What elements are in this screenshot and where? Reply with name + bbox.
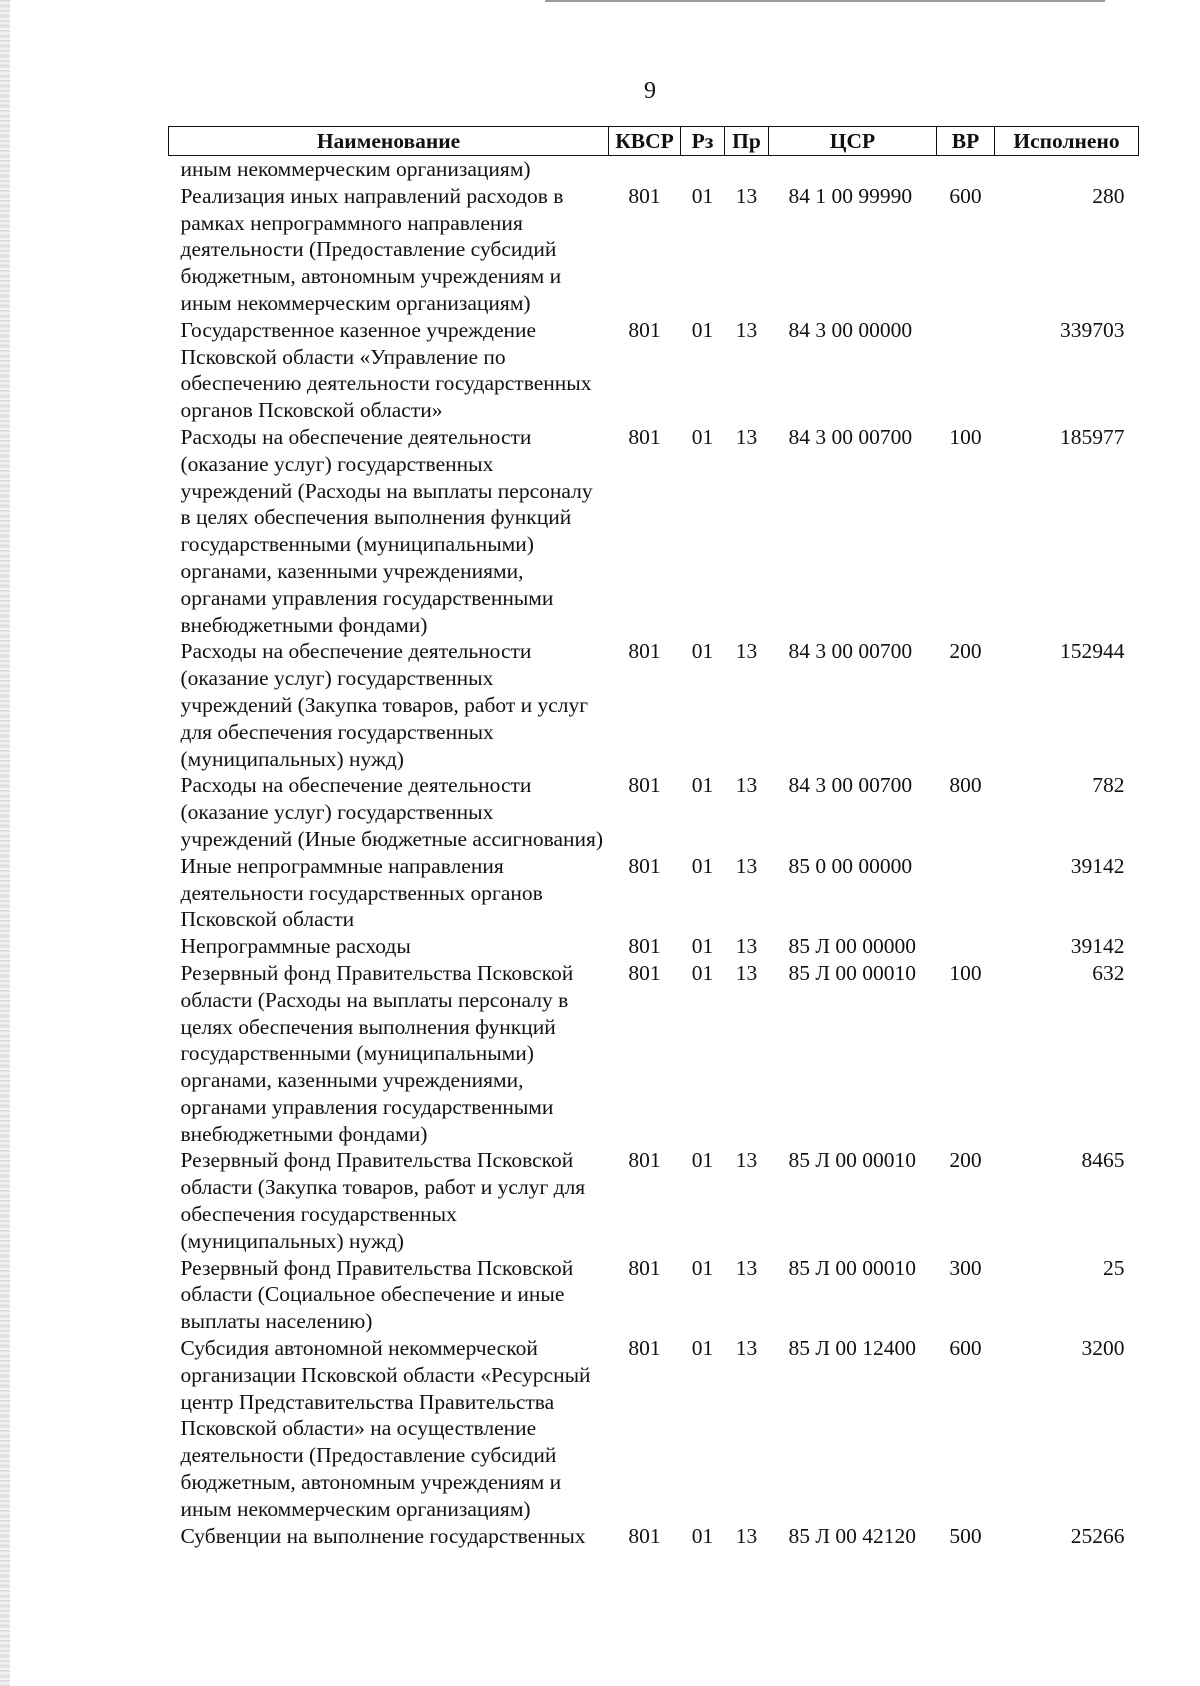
budget-table — [168, 126, 1139, 1549]
row-csr: 85 Л 00 00010 — [788, 960, 916, 985]
row-csr: 85 Л 00 00010 — [788, 1148, 916, 1173]
row-vr: 600 — [949, 183, 982, 208]
row-pr: 13 — [735, 317, 758, 342]
row-csr: 85 Л 00 42120 — [788, 1523, 916, 1548]
row-pr: 13 — [735, 1148, 758, 1173]
row-pr: 13 — [735, 639, 758, 664]
row-rz: 01 — [691, 960, 714, 985]
table-row — [169, 1523, 1139, 1550]
page-number: 9 — [644, 78, 656, 104]
table-row — [169, 424, 1139, 638]
row-ispolneno: 280 — [1092, 183, 1125, 208]
row-vr: 200 — [949, 639, 982, 664]
row-name: Непрограммные расходы — [180, 934, 411, 959]
row-csr: 84 3 00 00700 — [788, 639, 913, 664]
table-row — [169, 1335, 1139, 1523]
row-rz: 01 — [691, 1255, 714, 1280]
row-name: Реализация иных направлений расходов в рамках непрограммного направления деятельности (Предоставление субсидий бюджетным, автономным учреждениям и иным некоммерческим организациям) — [180, 183, 564, 315]
row-kvsr: 801 — [628, 1523, 661, 1548]
table-row — [169, 156, 1139, 183]
row-ispolneno: 39142 — [1070, 853, 1125, 878]
row-ispolneno: 39142 — [1070, 934, 1125, 959]
header-csr: ЦСР — [769, 127, 937, 156]
row-ispolneno: 3200 — [1081, 1336, 1125, 1361]
row-kvsr: 801 — [628, 639, 661, 664]
row-name: Субсидия автономной некоммерческой организации Псковской области «Ресурсный центр Представительства Правительства Псковской области» на осуществление деятельности (Предоставление субсидий бюджетным, автономным учреждениям и иным некоммерческим организациям) — [180, 1336, 591, 1521]
row-name: Расходы на обеспечение деятельности (оказание услуг) государственных учреждений (Иные бюджетные ассигнования) — [180, 773, 604, 851]
row-kvsr: 801 — [628, 934, 661, 959]
row-pr: 13 — [735, 183, 758, 208]
row-vr: 300 — [949, 1255, 982, 1280]
row-vr — [937, 317, 995, 424]
row-rz: 01 — [691, 773, 714, 798]
scan-edge-top — [545, 0, 1105, 2]
table-row — [169, 317, 1139, 424]
row-csr: 85 Л 00 12400 — [788, 1336, 916, 1361]
header-kvsr: КВСР — [609, 127, 681, 156]
table-row — [169, 853, 1139, 933]
row-kvsr: 801 — [628, 183, 661, 208]
row-name: Субвенции на выполнение государственных — [180, 1523, 586, 1548]
header-rz: Рз — [681, 127, 725, 156]
row-pr: 13 — [735, 773, 758, 798]
table-row — [169, 933, 1139, 960]
row-csr: 85 0 00 00000 — [788, 853, 913, 878]
table-row — [169, 1147, 1139, 1254]
row-rz: 01 — [691, 639, 714, 664]
row-csr: 84 1 00 99990 — [788, 183, 913, 208]
row-ispolneno: 25 — [1103, 1255, 1125, 1280]
row-name: Расходы на обеспечение деятельности (оказание услуг) государственных учреждений (Расходы на выплаты персоналу в целях обеспечения выполнения функций государственными (муниципальными) органами, казенными учреждениями, органами управления государственными внебюджетными фондами) — [180, 424, 593, 637]
row-rz: 01 — [691, 183, 714, 208]
row-kvsr: 801 — [628, 773, 661, 798]
row-kvsr: 801 — [628, 424, 661, 449]
row-vr: 200 — [949, 1148, 982, 1173]
header-vr: ВР — [937, 127, 995, 156]
row-vr: 100 — [949, 960, 982, 985]
row-csr: 84 3 00 00700 — [788, 773, 913, 798]
row-rz: 01 — [691, 1148, 714, 1173]
header-ispolneno: Исполнено — [995, 127, 1139, 156]
row-vr: 800 — [949, 773, 982, 798]
row-rz — [681, 156, 725, 183]
row-vr — [937, 933, 995, 960]
row-vr: 600 — [949, 1336, 982, 1361]
row-vr: 100 — [949, 424, 982, 449]
row-name: Государственное казенное учреждение Псковской области «Управление по обеспечению деятельности государственных органов Псковской области» — [180, 317, 592, 423]
row-vr — [937, 156, 995, 183]
row-rz: 01 — [691, 1336, 714, 1361]
row-csr — [769, 156, 937, 183]
row-pr: 13 — [735, 1255, 758, 1280]
table-header-row — [169, 127, 1139, 156]
row-csr: 84 3 00 00000 — [788, 317, 913, 342]
table-row — [169, 960, 1139, 1148]
row-rz: 01 — [691, 317, 714, 342]
row-csr: 85 Л 00 00000 — [788, 934, 916, 959]
row-name: Расходы на обеспечение деятельности (оказание услуг) государственных учреждений (Закупка товаров, работ и услуг для обеспечения государственных (муниципальных) нужд) — [180, 639, 589, 771]
row-rz: 01 — [691, 1523, 714, 1548]
row-name: иным некоммерческим организациям) — [180, 157, 531, 181]
row-name: Иные непрограммные направления деятельности государственных органов Псковской области — [180, 853, 543, 932]
row-pr: 13 — [735, 853, 758, 878]
row-pr: 13 — [735, 1523, 758, 1548]
row-vr — [937, 853, 995, 933]
header-pr: Пр — [725, 127, 769, 156]
row-ispolneno: 339703 — [1060, 317, 1125, 342]
row-ispolneno: 632 — [1092, 960, 1125, 985]
row-rz: 01 — [691, 934, 714, 959]
row-ispolneno: 782 — [1092, 773, 1125, 798]
row-rz: 01 — [691, 424, 714, 449]
row-kvsr: 801 — [628, 317, 661, 342]
row-csr: 85 Л 00 00010 — [788, 1255, 916, 1280]
row-ispolneno: 25266 — [1070, 1523, 1125, 1548]
row-name: Резервный фонд Правительства Псковской области (Расходы на выплаты персоналу в целях обеспечения выполнения функций государственными (муниципальными) органами, казенными учреждениями, органами управления государственными внебюджетными фондами) — [180, 960, 574, 1146]
row-kvsr: 801 — [628, 1336, 661, 1361]
scan-edge-left — [0, 0, 10, 1686]
row-csr: 84 3 00 00700 — [788, 424, 913, 449]
row-name: Резервный фонд Правительства Псковской области (Социальное обеспечение и иные выплаты населению) — [180, 1255, 574, 1334]
row-vr: 500 — [949, 1523, 982, 1548]
row-pr: 13 — [735, 960, 758, 985]
row-kvsr — [609, 156, 681, 183]
table-row — [169, 1255, 1139, 1335]
row-ispolneno: 185977 — [1060, 424, 1125, 449]
row-ispolneno: 152944 — [1060, 639, 1125, 664]
table-row — [169, 183, 1139, 317]
row-kvsr: 801 — [628, 1148, 661, 1173]
row-kvsr: 801 — [628, 960, 661, 985]
header-name: Наименование — [169, 127, 609, 156]
row-kvsr: 801 — [628, 853, 661, 878]
row-kvsr: 801 — [628, 1255, 661, 1280]
row-rz: 01 — [691, 853, 714, 878]
table-row — [169, 772, 1139, 852]
row-pr — [725, 156, 769, 183]
row-pr: 13 — [735, 424, 758, 449]
row-ispolneno — [995, 156, 1139, 183]
row-name: Резервный фонд Правительства Псковской области (Закупка товаров, работ и услуг для обеспечения государственных (муниципальных) нужд) — [180, 1148, 586, 1253]
table-row — [169, 638, 1139, 772]
row-pr: 13 — [735, 934, 758, 959]
row-ispolneno: 8465 — [1081, 1148, 1125, 1173]
row-pr: 13 — [735, 1336, 758, 1361]
